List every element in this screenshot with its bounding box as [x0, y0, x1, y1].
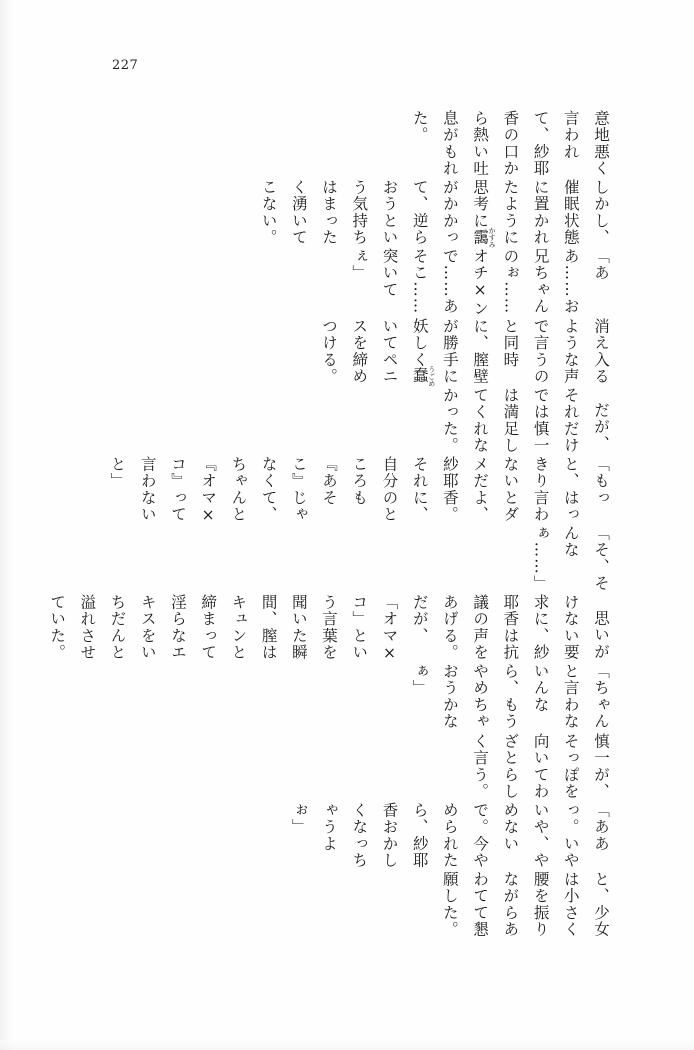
paragraph: 慎一が、そっぽを向いてわざとらしく言う。: [471, 732, 610, 799]
ruby-annotation: 蠢 うごめ: [410, 365, 436, 387]
paragraph: 「ああ……お兄ちゃんのぉ……オチ×ンで……あそこ……突いてぇ」: [350, 248, 610, 318]
paragraph: 「もっと、はっきり言わないとダメだよ、紗耶香。それに、自分のところも『あそこ』じゃなくて、ちゃんと『オマ×コ』って言わないと」: [108, 455, 610, 525]
page-number: 227: [112, 58, 139, 73]
page-edge-shadow-bottom: [0, 1040, 694, 1050]
page-edge-shadow-left: [0, 0, 14, 1050]
ruby-annotation: 靄 かすみ: [471, 226, 497, 248]
paragraph: だが、それだけでは慎一は満足してくれなかった。: [440, 386, 610, 454]
paragraph: 消え入るような声で言うのと同時に、膣壁が勝手に妖しく蠢 うごめいてペニスを締めつける。: [320, 317, 610, 387]
paragraph: 「ああっ。いやいや、やめないで。今やめられたら、紗耶香おかしくなっちゃうよぉ」: [289, 801, 610, 869]
paragraph: 「ちゃんと言わないんなら、もうやめちゃおうかなぁ」: [410, 663, 610, 730]
paragraph: 思いがけない要求に、紗耶香は抗議の声をあげる。だが、「オマ×コ」という言葉を聞いた瞬間、膣はキュンと締まって淫らなエキスをいちだんと溢れさせていた。: [48, 594, 610, 664]
paragraph: 意地悪く言われて、紗耶香の口から熱い吐息がもれた。: [410, 110, 610, 177]
paragraph: しかし、催眠状態に置かれたように思考に靄 かすみがかかって、逆らおうという気持ちはまったく湧いてこない。: [259, 179, 610, 248]
paragraph: 「そ、そんなぁ……」: [531, 525, 610, 592]
paragraph: と、少女は小さく腰を振りながらあわてて懇願した。: [440, 870, 610, 938]
page-body-text: [48, 110, 616, 940]
